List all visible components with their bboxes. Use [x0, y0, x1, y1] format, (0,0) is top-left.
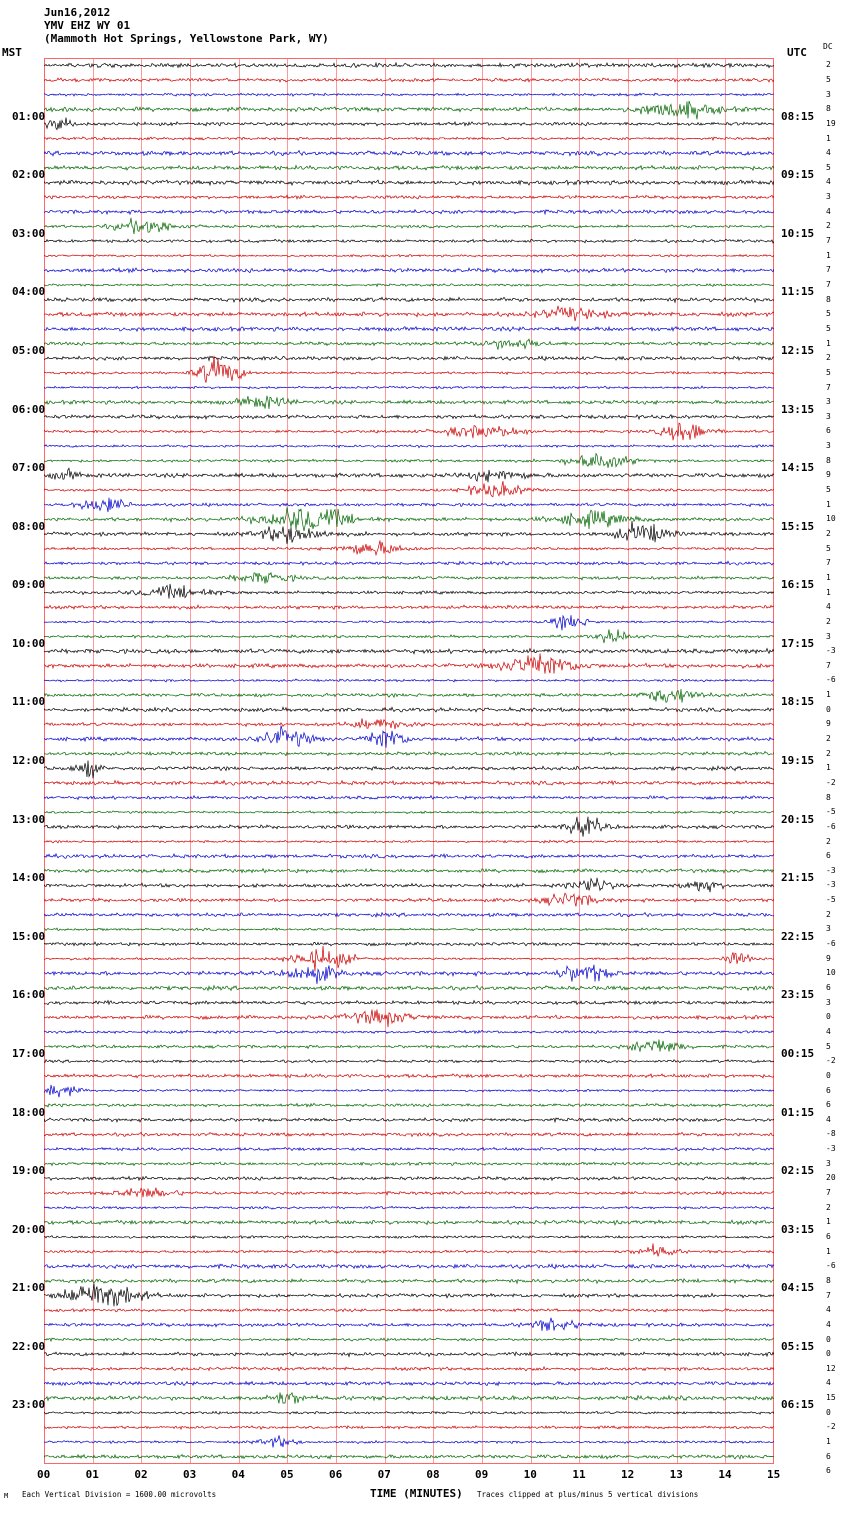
dc-value: 19 [826, 118, 836, 128]
right-tick-label: 02:15 [781, 1164, 815, 1178]
dc-value: 2 [826, 221, 831, 231]
left-tick-label: 13:00 [12, 812, 46, 826]
x-tick-label: 15 [767, 1468, 781, 1481]
right-axis-label: UTC [787, 46, 807, 59]
dc-value: 1 [826, 1217, 831, 1227]
left-tick-label: 17:00 [12, 1046, 46, 1060]
right-tick-label: 09:15 [781, 168, 815, 182]
dc-value: 9 [826, 719, 831, 729]
dc-value: 3 [826, 411, 831, 421]
dc-value: 8 [826, 1275, 831, 1285]
dc-value: 6 [826, 1085, 831, 1095]
dc-value: 1 [826, 133, 831, 143]
right-tick-label: 06:15 [781, 1398, 815, 1412]
dc-value: 1 [826, 499, 831, 509]
x-tick-label: 10 [523, 1468, 537, 1481]
dc-value: 5 [826, 543, 831, 553]
left-axis-label: MST [2, 46, 22, 59]
right-tick-label: 11:15 [781, 285, 815, 299]
dc-value: 12 [826, 1363, 836, 1373]
dc-value: 6 [826, 851, 831, 861]
dc-value: 6 [826, 1231, 831, 1241]
right-tick-label: 01:15 [781, 1105, 815, 1119]
left-tick-label: 20:00 [12, 1222, 46, 1236]
dc-value: 4 [826, 177, 831, 187]
dc-value: -2 [826, 777, 836, 787]
dc-value: -2 [826, 1056, 836, 1066]
dc-value: 0 [826, 1349, 831, 1359]
dc-value: 8 [826, 792, 831, 802]
right-tick-label: 05:15 [781, 1339, 815, 1353]
dc-value: -6 [826, 1261, 836, 1271]
left-tick-label: 23:00 [12, 1398, 46, 1412]
dc-value: 2 [826, 836, 831, 846]
x-tick-label: 06 [329, 1468, 343, 1481]
dc-value: -6 [826, 821, 836, 831]
dc-axis-label: DC [823, 42, 833, 51]
dc-value: 5 [826, 485, 831, 495]
left-tick-label: 03:00 [12, 226, 46, 240]
left-tick-label: 15:00 [12, 929, 46, 943]
dc-value: 2 [826, 909, 831, 919]
dc-value: 6 [826, 1100, 831, 1110]
right-tick-label: 23:15 [781, 988, 815, 1002]
x-tick-label: 09 [475, 1468, 489, 1481]
dc-value: 4 [826, 602, 831, 612]
dc-value: 10 [826, 514, 836, 524]
dc-value: 5 [826, 309, 831, 319]
dc-value: 0 [826, 1407, 831, 1417]
dc-value: 0 [826, 704, 831, 714]
right-tick-label: 12:15 [781, 343, 815, 357]
left-tick-label: 02:00 [12, 168, 46, 182]
dc-value: -6 [826, 675, 836, 685]
dc-value: 5 [826, 162, 831, 172]
dc-value: 1 [826, 587, 831, 597]
footer-x-label: TIME (MINUTES) [370, 1487, 463, 1500]
dc-value: 9 [826, 470, 831, 480]
dc-value: 5 [826, 1041, 831, 1051]
right-tick-label: 04:15 [781, 1281, 815, 1295]
left-tick-label: 10:00 [12, 636, 46, 650]
left-tick-label: 05:00 [12, 343, 46, 357]
dc-value: 3 [826, 192, 831, 202]
dc-value: 3 [826, 997, 831, 1007]
dc-value: -2 [826, 1422, 836, 1432]
dc-value: 5 [826, 323, 831, 333]
dc-value: 8 [826, 455, 831, 465]
footer-scale-note: Each Vertical Division = 1600.00 microvolts [22, 1490, 217, 1499]
header-date: Jun16,2012 [44, 6, 111, 19]
dc-value: -5 [826, 807, 836, 817]
left-tick-label: 12:00 [12, 754, 46, 767]
right-tick-label: 22:15 [781, 929, 815, 943]
dc-value: 6 [826, 983, 831, 992]
left-tick-label: 01:00 [12, 109, 46, 123]
dc-value: 4 [826, 1026, 831, 1036]
dc-value: 3 [826, 1158, 831, 1168]
dc-value: 5 [826, 74, 831, 84]
header-location: (Mammoth Hot Springs, Yellowstone Park, WY) [44, 32, 329, 45]
dc-value: 9 [826, 953, 831, 963]
dc-value: -6 [826, 939, 836, 949]
dc-value: 3 [826, 397, 831, 407]
left-tick-label: 14:00 [12, 871, 46, 885]
x-tick-label: 04 [231, 1468, 245, 1481]
left-tick-label: 21:00 [12, 1281, 46, 1295]
dc-value: 8 [826, 104, 831, 114]
dc-value: 5 [826, 367, 831, 377]
dc-value: 1 [826, 338, 831, 348]
dc-value: 7 [826, 1290, 831, 1300]
dc-value: 7 [826, 660, 831, 670]
dc-value: 3 [826, 89, 831, 99]
left-tick-label: 11:00 [12, 695, 46, 709]
dc-value: 2 [826, 1202, 831, 1212]
dc-value: 2 [826, 734, 831, 744]
dc-value: 6 [826, 426, 831, 436]
x-tick-label: 11 [572, 1468, 586, 1481]
dc-value: 2 [826, 528, 831, 538]
dc-value: 15 [826, 1393, 836, 1403]
right-tick-label: 18:15 [781, 695, 815, 709]
x-tick-label: 05 [280, 1468, 294, 1481]
dc-value: 1 [826, 763, 831, 773]
dc-value: 0 [826, 1070, 831, 1080]
right-tick-label: 19:15 [781, 754, 815, 767]
left-tick-label: 22:00 [12, 1339, 46, 1353]
dc-value: -8 [826, 1129, 836, 1139]
dc-value: 7 [826, 236, 831, 246]
left-tick-label: 18:00 [12, 1105, 46, 1119]
left-tick-label: 16:00 [12, 988, 46, 1002]
dc-value: 7 [826, 382, 831, 392]
dc-value: 3 [826, 631, 831, 641]
right-tick-label: 15:15 [781, 519, 815, 533]
x-tick-label: 01 [85, 1468, 99, 1481]
dc-value: 4 [826, 1305, 831, 1315]
dc-value: 6 [826, 1466, 831, 1476]
dc-value: 2 [826, 616, 831, 626]
right-tick-label: 08:15 [781, 109, 815, 123]
dc-value: 2 [826, 748, 831, 758]
dc-value: 2 [826, 60, 831, 70]
x-tick-label: 02 [134, 1468, 148, 1481]
dc-value: 4 [826, 1114, 831, 1124]
dc-value: -3 [826, 880, 836, 890]
left-tick-label: 07:00 [12, 461, 46, 475]
x-tick-label: 13 [669, 1468, 683, 1481]
footer-corner-mark: M [4, 1492, 9, 1500]
dc-value: -3 [826, 865, 836, 875]
dc-value: -3 [826, 646, 836, 656]
right-tick-label: 21:15 [781, 871, 815, 885]
dc-value: 1 [826, 1437, 831, 1447]
dc-value: 1 [826, 572, 831, 582]
x-tick-label: 00 [37, 1468, 51, 1481]
x-tick-label: 14 [718, 1468, 732, 1481]
helicorder-plot [44, 58, 774, 1464]
dc-value: 7 [826, 1188, 831, 1198]
dc-value: -3 [826, 1144, 836, 1154]
right-tick-label: 03:15 [781, 1222, 815, 1236]
dc-value: 7 [826, 558, 831, 568]
x-tick-label: 12 [621, 1468, 635, 1481]
dc-value: 4 [826, 1378, 831, 1388]
dc-value: 20 [826, 1173, 836, 1183]
left-tick-label: 19:00 [12, 1164, 46, 1178]
x-tick-label: 08 [426, 1468, 440, 1481]
x-tick-label: 03 [183, 1468, 197, 1481]
right-tick-label: 13:15 [781, 402, 815, 416]
left-tick-label: 09:00 [12, 578, 46, 592]
dc-value: 0 [826, 1012, 831, 1022]
dc-value: 1 [826, 690, 831, 700]
header-station: YMV EHZ WY 01 [44, 19, 131, 32]
footer-clip-note: Traces clipped at plus/minus 5 vertical divisions [477, 1490, 699, 1499]
dc-value: 7 [826, 280, 831, 289]
right-tick-label: 14:15 [781, 461, 815, 475]
dc-value: 3 [826, 441, 831, 451]
dc-value: 8 [826, 294, 831, 304]
right-tick-label: 17:15 [781, 636, 815, 650]
dc-value: -5 [826, 895, 836, 905]
dc-value: 7 [826, 265, 831, 275]
right-tick-label: 20:15 [781, 812, 815, 826]
dc-value: 1 [826, 250, 831, 260]
right-tick-label: 00:15 [781, 1046, 815, 1060]
dc-value: 1 [826, 1246, 831, 1256]
dc-value: 10 [826, 968, 836, 978]
right-tick-label: 16:15 [781, 578, 815, 592]
dc-value: 3 [826, 924, 831, 934]
dc-value: 0 [826, 1334, 831, 1344]
left-tick-label: 08:00 [12, 519, 46, 533]
x-tick-label: 07 [377, 1468, 391, 1481]
dc-value: 4 [826, 1319, 831, 1329]
dc-value: 4 [826, 206, 831, 216]
left-tick-label: 06:00 [12, 402, 46, 416]
right-tick-label: 10:15 [781, 226, 815, 240]
dc-value: 2 [826, 353, 831, 363]
dc-value: 6 [826, 1451, 831, 1461]
left-tick-label: 04:00 [12, 285, 46, 299]
dc-value: 4 [826, 148, 831, 158]
